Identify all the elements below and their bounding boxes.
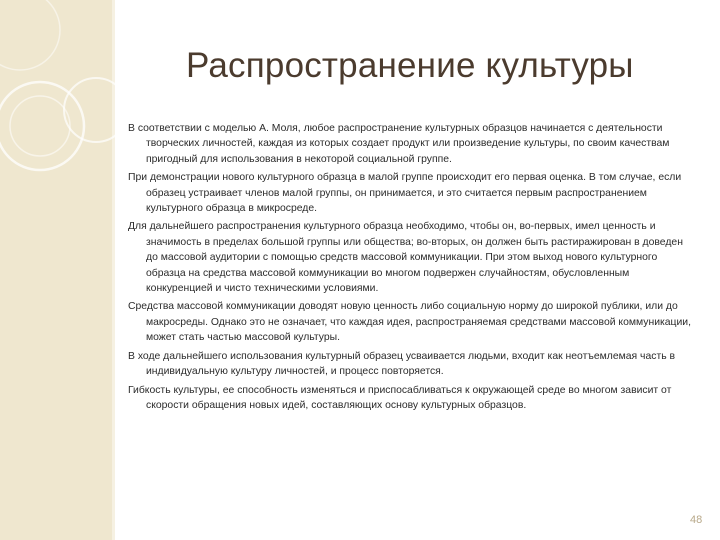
paragraph: В соответствии с моделью А. Моля, любое распространение культурных образцов начинается с деятельности творческих личностей, каждая из которых создает продукт или произведение культуры, по своим качествам пригодный для использования в некоторой социальной группе. — [128, 123, 670, 165]
slide-body — [128, 121, 696, 416]
paragraph: В ходе дальнейшего использования культурный образец усваивается людьми, входит как неотъемлемая часть в индивидуальную культуру личностей, и процесс повторяется. — [128, 350, 676, 378]
page-number: 48 — [690, 514, 703, 526]
paragraph: При демонстрации нового культурного образца в малой группе происходит его первая оценка. В том случае, если образец устраивает членов малой группы, он принимается, и это считается первым распространением культурного образца в микросреде. — [128, 172, 682, 215]
paragraph: Средства массовой коммуникации доводят новую ценность либо социальную норму до широкой публики, или до макросреды. Однако это не означает, что каждая идея, распространяемая средствами массовой коммуникации, может стать частью массовой культуры. — [128, 301, 691, 344]
paragraph: Для дальнейшего распространения культурного образца необходимо, чтобы он, во-первых, имел ценность и значимость в пределах большой группы или общества; во-вторых, он должен быть растиражирован в доведен до массовой аудитории с помощью средств массовой коммуникации. При этом выход нового культурного образца на средства массовой коммуникации во многом подвержен случайностям, обусловленным конкуренцией и чисто техническими условиями. — [128, 221, 683, 295]
slide-title: Распространение культуры — [186, 46, 634, 85]
paragraph: Гибкость культуры, ее способность изменяться и приспосабливаться к окружающей среде во многом зависит от скорости обращения новых идей, составляющих основу культурных образцов. — [128, 384, 672, 411]
